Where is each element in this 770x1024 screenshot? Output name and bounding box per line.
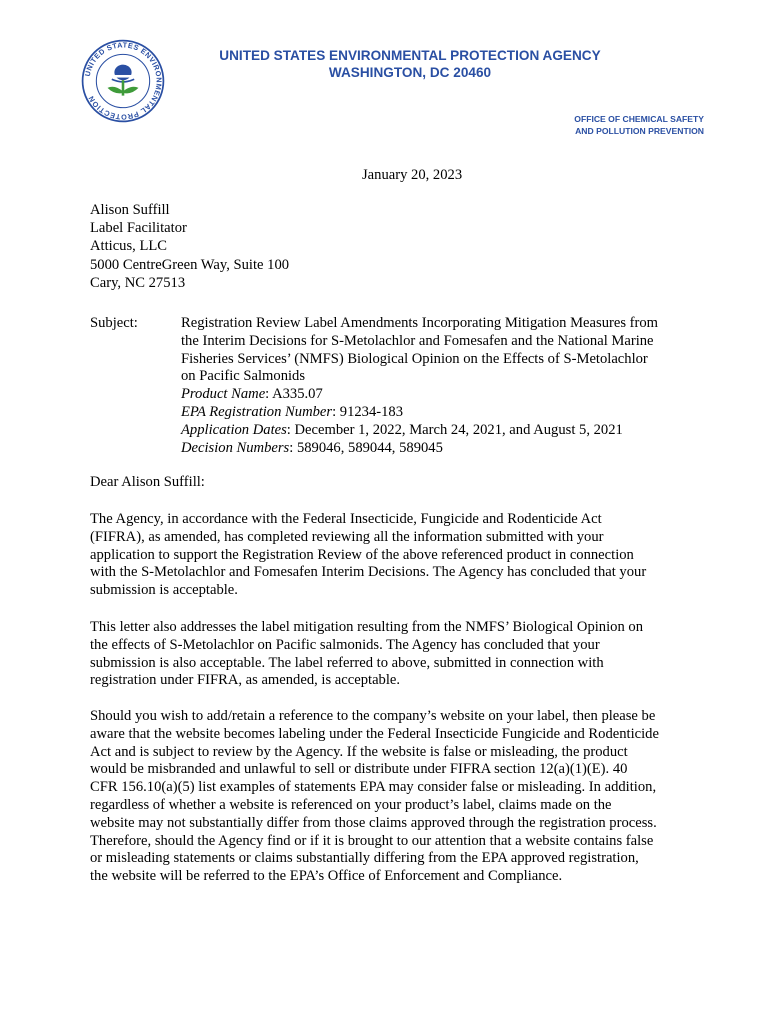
product-name-field: Product Name: A335.07 xyxy=(181,386,323,403)
application-dates-field: Application Dates: December 1, 2022, March 24, 2021, and August 5, 2021 xyxy=(181,421,623,438)
field-value: 91234-183 xyxy=(336,403,404,420)
agency-heading xyxy=(160,47,660,81)
subject-block xyxy=(181,315,686,457)
field-label: Application Dates xyxy=(181,421,287,438)
paragraph-line: would be misbranded and unlawful to sell or distribute under FIFRA section 12(a)(1)(E). 40 xyxy=(90,761,628,778)
paragraph-line: registration under FIFRA, as amended, is acceptable. xyxy=(90,672,401,689)
address-line: Label Facilitator xyxy=(90,220,187,237)
field-label: Product Name xyxy=(181,386,266,403)
paragraph-line: submission is also acceptable. The label referred to above, submitted in connection with xyxy=(90,654,604,671)
salutation: Dear Alison Suffill: xyxy=(90,474,205,490)
registration-number-field: EPA Registration Number: 91234-183 xyxy=(181,403,404,420)
paragraph-line: the website will be referred to the EPA’s Office of Enforcement and Compliance. xyxy=(90,868,563,885)
field-label: EPA Registration Number xyxy=(181,403,333,420)
subject-line: Fisheries Services’ (NMFS) Biological Opinion on the Effects of S-Metolachlor xyxy=(181,350,648,367)
office-name xyxy=(574,113,704,137)
office-line-1: OFFICE OF CHEMICAL SAFETY xyxy=(574,114,704,124)
subject-label: Subject: xyxy=(90,315,138,331)
subject-line: on Pacific Salmonids xyxy=(181,368,306,385)
paragraph-line: application to support the Registration Review of the above referenced product in connection xyxy=(90,546,634,563)
body-paragraph-3 xyxy=(90,708,690,886)
paragraph-line: (FIFRA), as amended, has completed reviewing all the information submitted with your xyxy=(90,528,604,545)
agency-name: UNITED STATES ENVIRONMENTAL PROTECTION AGENCY xyxy=(219,48,601,63)
paragraph-line: with the S-Metolachlor and Fomesafen Interim Decisions. The Agency has concluded that your xyxy=(90,564,647,581)
field-label: Decision Numbers xyxy=(181,439,290,456)
body-paragraph-2 xyxy=(90,619,690,690)
address-line: Cary, NC 27513 xyxy=(90,274,186,291)
subject-line: Registration Review Label Amendments Incorporating Mitigation Measures from xyxy=(181,315,659,331)
paragraph-line: The Agency, in accordance with the Federal Insecticide, Fungicide and Rodenticide Act xyxy=(90,511,602,527)
field-value: December 1, 2022, March 24, 2021, and August 5, 2021 xyxy=(290,421,623,438)
paragraph-line: Therefore, should the Agency find or if it is brought to our attention that a website contains false xyxy=(90,832,654,849)
agency-location: WASHINGTON, DC 20460 xyxy=(328,65,492,80)
paragraph-line: Act and is subject to review by the Agency. If the website is false or misleading, the product xyxy=(90,743,628,760)
paragraph-line: aware that the website becomes labeling under the Federal Insecticide Fungicide and Rodenticide xyxy=(90,725,659,742)
address-line: Atticus, LLC xyxy=(90,238,168,255)
field-value: A335.07 xyxy=(269,386,323,403)
office-line-2: AND POLLUTION PREVENTION xyxy=(575,126,704,136)
recipient-address xyxy=(90,201,289,292)
paragraph-line: regardless of whether a website is referenced on your product’s label, claims made on the xyxy=(90,796,612,813)
seal-ring-text: UNITED STATES ENVIRONMENTAL PROTECTION xyxy=(82,40,164,122)
epa-seal-logo xyxy=(80,38,166,124)
address-line: Alison Suffill xyxy=(90,202,170,218)
field-value: 589046, 589044, 589045 xyxy=(293,439,443,456)
paragraph-line: or misleading statements or claims substantially differing from the EPA approved registration, xyxy=(90,850,639,867)
address-line: 5000 CentreGreen Way, Suite 100 xyxy=(90,256,290,273)
letter-date: January 20, 2023 xyxy=(362,167,463,183)
paragraph-line: website may not substantially differ from those claims approved through the registration process. xyxy=(90,814,657,831)
paragraph-line: Should you wish to add/retain a reference to the company’s website on your label, then please be xyxy=(90,708,656,724)
paragraph-line: This letter also addresses the label mitigation resulting from the NMFS’ Biological Opinion on xyxy=(90,619,643,635)
paragraph-line: submission is acceptable. xyxy=(90,582,238,599)
paragraph-line: CFR 156.10(a)(5) list examples of statements EPA may consider false or misleading. In addition, xyxy=(90,779,657,796)
paragraph-line: the effects of S-Metolachlor on Pacific salmonids. The Agency has concluded that your xyxy=(90,636,600,653)
decision-numbers-field: Decision Numbers: 589046, 589044, 589045 xyxy=(181,439,443,456)
subject-line: the Interim Decisions for S-Metolachlor and Fomesafen and the National Marine xyxy=(181,332,654,349)
body-paragraph-1 xyxy=(90,511,690,600)
